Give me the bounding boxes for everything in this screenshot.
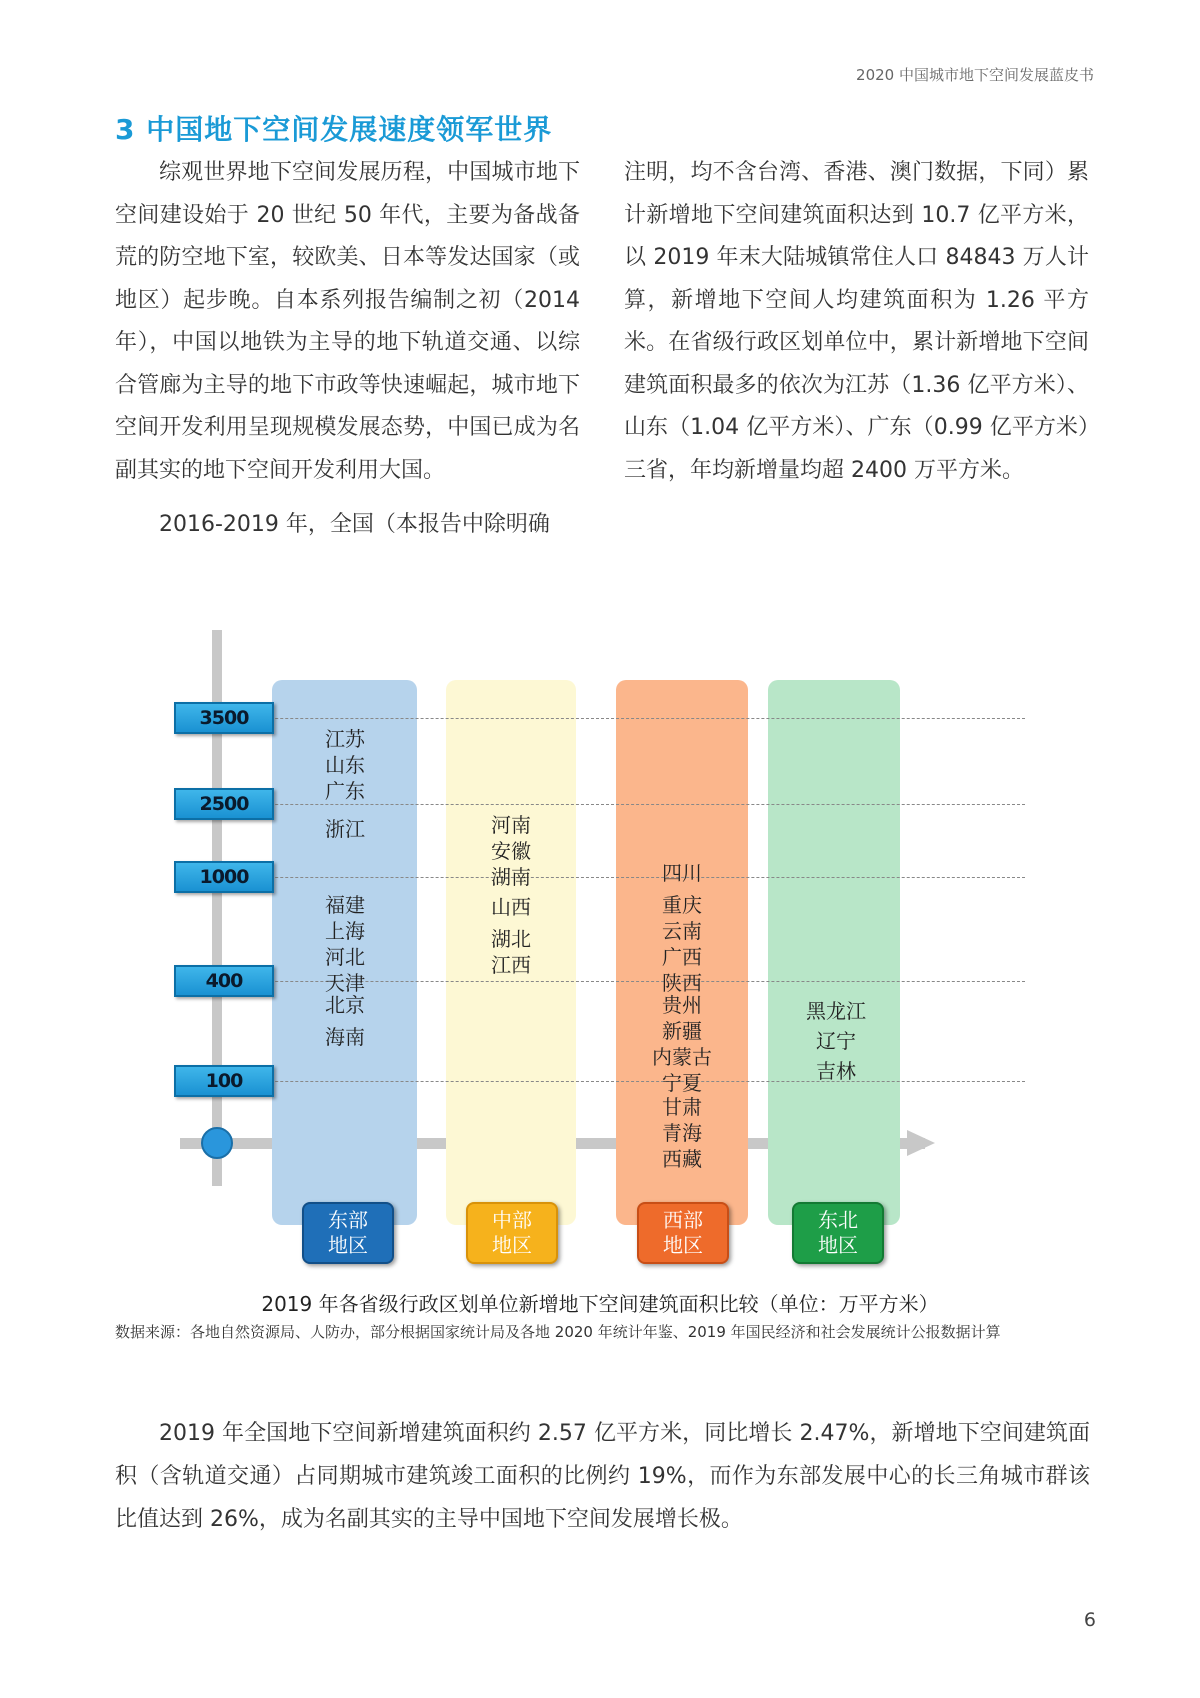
province-label: 内蒙古 [652,1045,712,1069]
east-group-1000 [320,892,370,996]
province-label: 福建 [325,893,365,917]
province-label: 江苏 [325,727,365,751]
right-paragraph-1: 注明，均不含台湾、香港、澳门数据，下同）累计新增地下空间建筑面积达到 10.7 亿平方米，以 2019 年末大陆城镇常住人口 84843 万人计算，新增地下空间人均建筑面积为 1.26 平方米。在省级行政区划单位中，累计新增地下空间建筑面积最多的依次为江苏（1.36 亿平方米）、山东（1.04 亿平方米）、广东（0.99 亿平方米）三省，年均新增量均超 2400 万平方米。 [624,160,1089,483]
province-label: 甘肃 [662,1095,702,1119]
province-label: 湖南 [491,865,531,889]
province-label: 广西 [662,945,702,969]
region-name-line: 东部 [328,1208,368,1232]
province-label: 西藏 [662,1147,702,1171]
figure-source: 数据来源：各地自然资源局、人防办，部分根据国家统计局及各地 2020 年统计年鉴、2019 年国民经济和社会发展统计公报数据计算 [115,1323,1001,1341]
east-group-400 [320,992,370,1050]
province-label: 青海 [662,1121,702,1145]
province-label: 重庆 [662,893,702,917]
west-group-400 [642,992,722,1096]
province-label: 黑龙江 [806,999,866,1023]
province-label: 天津 [325,971,365,995]
northeast-group-400 [798,996,874,1086]
right-column [624,152,1089,492]
province-label: 河南 [491,813,531,837]
region-label-northeast [792,1202,884,1264]
central-group-1000 [486,894,536,978]
province-label: 江西 [491,953,531,977]
y-tick-2500: 2500 [174,788,274,820]
gridline-3500 [180,718,1025,719]
province-label: 上海 [325,919,365,943]
province-label: 广东 [325,779,365,803]
east-group-3500 [320,726,370,804]
gridline-1000 [180,877,1025,878]
east-group-2500 [320,816,370,842]
province-label: 山西 [491,895,531,919]
page-number: 6 [1083,1609,1096,1631]
province-label: 吉林 [816,1059,856,1083]
region-name-line: 东北 [818,1208,858,1232]
province-label: 云南 [662,919,702,943]
region-name-line: 中部 [492,1208,532,1232]
bottom-paragraph: 2019 年全国地下空间新增建筑面积约 2.57 亿平方米，同比增长 2.47%，新增地下空间建筑面积（含轨道交通）占同期城市建筑竣工面积的比例约 19%，而作为东部发展中心的长三角城市群该比值达到 26%，成为名副其实的主导中国地下空间发展增长极。 [115,1421,1090,1532]
axis-origin-dot [202,1128,232,1158]
y-tick-100: 100 [174,1065,274,1097]
left-paragraph-2: 2016-2019 年，全国（本报告中除明确 [159,512,550,537]
region-name-line: 地区 [492,1233,532,1257]
province-area-chart [160,630,1030,1280]
province-label: 贵州 [662,993,702,1017]
central-group-2500 [486,812,536,890]
left-column [115,152,580,547]
west-group-100 [652,1094,712,1172]
region-name-line: 地区 [328,1233,368,1257]
y-tick-1000: 1000 [174,861,274,893]
region-label-west [637,1202,729,1264]
gridline-400 [180,981,1025,982]
running-header: 2020 中国城市地下空间发展蓝皮书 [856,66,1094,84]
province-label: 北京 [325,993,365,1017]
province-label: 辽宁 [816,1029,856,1053]
province-label: 海南 [325,1025,365,1049]
section-title: 3 中国地下空间发展速度领军世界 [115,113,553,146]
band-northeast [768,680,900,1225]
y-tick-400: 400 [174,965,274,997]
province-label: 宁夏 [662,1071,702,1095]
province-label: 陕西 [662,971,702,995]
province-label: 新疆 [662,1019,702,1043]
province-label: 四川 [662,861,702,885]
gridline-2500 [180,804,1025,805]
y-tick-3500: 3500 [174,702,274,734]
x-axis-arrowhead [907,1130,935,1156]
region-name-line: 地区 [663,1233,703,1257]
province-label: 安徽 [491,839,531,863]
province-label: 河北 [325,945,365,969]
region-name-line: 西部 [663,1208,703,1232]
west-group-1000 [652,860,712,996]
left-paragraph-1: 综观世界地下空间发展历程，中国城市地下空间建设始于 20 世纪 50 年代，主要为备战备荒的防空地下室，较欧美、日本等发达国家（或地区）起步晚。自本系列报告编制之初（2014 年），中国以地铁为主导的地下轨道交通、以综合管廊为主导的地下市政等快速崛起，城市地下空间开发利用呈现规模发展态势，中国已成为名副其实的地下空间开发利用大国。 [115,160,580,483]
region-label-east [302,1202,394,1264]
region-name-line: 地区 [818,1233,858,1257]
gridline-100 [180,1081,1025,1082]
province-label: 浙江 [325,817,365,841]
province-label: 湖北 [491,927,531,951]
region-label-central [466,1202,558,1264]
figure-caption: 2019 年各省级行政区划单位新增地下空间建筑面积比较（单位：万平方米） [261,1292,939,1316]
province-label: 山东 [325,753,365,777]
